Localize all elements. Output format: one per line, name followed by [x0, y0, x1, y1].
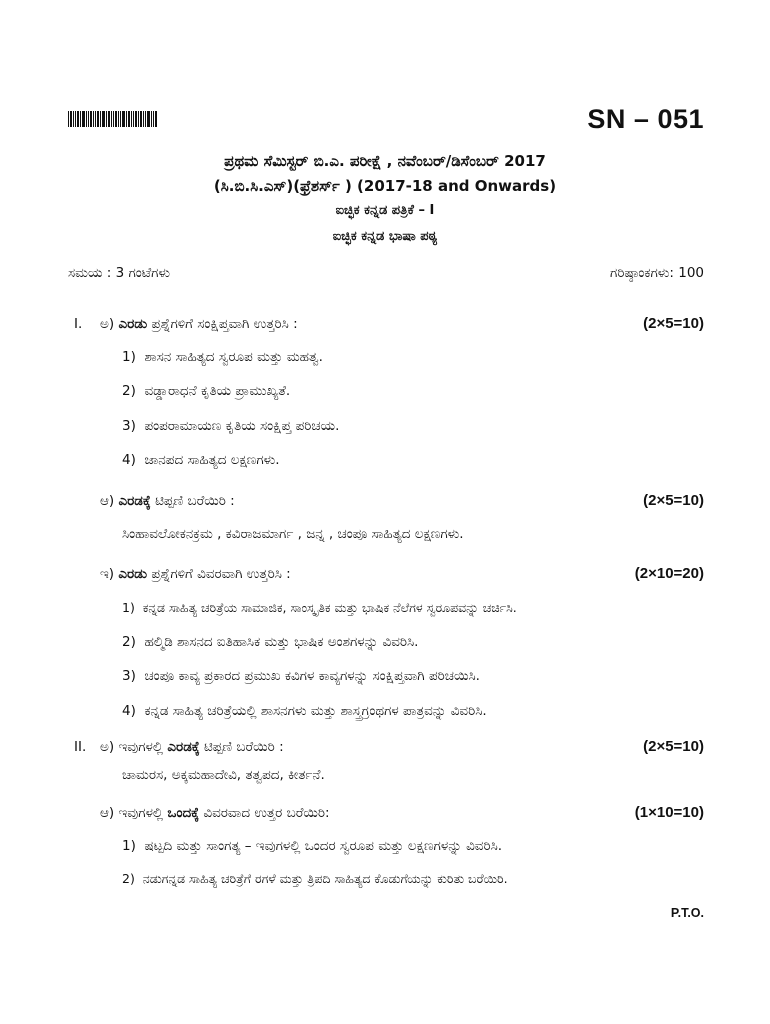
question-marks: (1×10=10) — [634, 804, 704, 821]
question-label: ಆ) — [100, 805, 115, 821]
topic-list: ಸಿಂಹಾವಲೋಕನಕ್ರಮ , ಕವಿರಾಜಮಾರ್ಗ , ಜನ್ನ , ಚಂಪೂ ಸಾಹಿತ್ಯದ ಲಕ್ಷಣಗಳು. — [122, 526, 464, 542]
exam-title: ಪ್ರಥಮ ಸೆಮಿಸ್ಟರ್ ಬಿ.ಎ. ಪರೀಕ್ಷೆ , ನವೆಂಬರ್/ಡಿಸೆಂಬರ್ 2017 — [224, 152, 546, 170]
topic-list: ಚಾಮರಸ, ಅಕ್ಕಮಹಾದೇವಿ, ತತ್ವಪದ, ಕೀರ್ತನೆ. — [122, 767, 325, 783]
section-roman: I. — [74, 316, 83, 332]
paper-title: ಐಚ್ಛಿಕ ಕನ್ನಡ ಪತ್ರಿಕೆ – I — [335, 203, 435, 218]
question-count: ಎರಡು — [118, 316, 148, 332]
list-item: 1) ಷಟ್ಪದಿ ಮತ್ತು ಸಾಂಗತ್ಯ – ಇವುಗಳಲ್ಲಿ ಒಂದರ ಸ್ವರೂಪ ಮತ್ತು ಲಕ್ಷಣಗಳನ್ನು ವಿವರಿಸಿ. — [122, 838, 503, 854]
paper-subtitle: ಐಚ್ಛಿಕ ಕನ್ನಡ ಭಾಷಾ ಪಠ್ಯ — [332, 229, 438, 244]
list-item: 1) ಶಾಸನ ಸಾಹಿತ್ಯದ ಸ್ವರೂಪ ಮತ್ತು ಮಹತ್ವ. — [122, 349, 323, 365]
list-item: 1) ಕನ್ನಡ ಸಾಹಿತ್ಯ ಚರಿತ್ರೆಯ ಸಾಮಾಜಿಕ, ಸಾಂಸ್ಕೃತಿಕ ಮತ್ತು ಭಾಷಿಕ ನೆಲೆಗಳ ಸ್ವರೂಪವನ್ನು ಚರ್ಚಿಸಿ. — [122, 600, 517, 615]
barcode — [68, 111, 164, 127]
question-heading — [100, 566, 291, 582]
question-count: ಎರಡಕ್ಕೆ — [118, 493, 151, 509]
list-item: 2) ನಡುಗನ್ನಡ ಸಾಹಿತ್ಯ ಚರಿತ್ರೆಗೆ ರಗಳೆ ಮತ್ತು ತ್ರಿಪದಿ ಸಾಹಿತ್ಯದ ಕೊಡುಗೆಯನ್ನು ಕುರಿತು ಬರೆಯಿರಿ. — [122, 871, 508, 886]
question-instruction: ಪ್ರಶ್ನೆಗಳಿಗೆ ವಿವರವಾಗಿ ಉತ್ತರಿಸಿ : — [147, 566, 291, 582]
question-prefix: ಇವುಗಳಲ್ಲಿ — [118, 739, 168, 755]
question-instruction: ಪ್ರಶ್ನೆಗಳಿಗೆ ಸಂಕ್ಷಿಪ್ತವಾಗಿ ಉತ್ತರಿಸಿ : — [147, 316, 298, 332]
exam-scheme: (ಸಿ.ಬಿ.ಸಿ.ಎಸ್)(ಫ್ರೆಶರ್ಸ್ ) (2017-18 and Onwards) — [213, 177, 557, 195]
question-heading — [100, 316, 298, 332]
question-heading — [100, 493, 235, 509]
list-item: 4) ಜಾನಪದ ಸಾಹಿತ್ಯದ ಲಕ್ಷಣಗಳು. — [122, 452, 280, 468]
question-label: ಅ) — [100, 739, 115, 755]
question-marks: (2×5=10) — [643, 738, 704, 755]
question-label: ಆ) — [100, 493, 115, 509]
question-marks: (2×5=10) — [643, 315, 704, 332]
question-count: ಎರಡಕ್ಕೆ — [167, 739, 200, 755]
section-roman: II. — [74, 739, 87, 755]
question-label: ಅ) — [100, 316, 115, 332]
question-prefix: ಇವುಗಳಲ್ಲಿ — [118, 805, 168, 821]
list-item: 2) ವಡ್ಡಾರಾಧನೆ ಕೃತಿಯ ಪ್ರಾಮುಖ್ಯತೆ. — [122, 383, 291, 399]
list-item: 4) ಕನ್ನಡ ಸಾಹಿತ್ಯ ಚರಿತ್ರೆಯಲ್ಲಿ ಶಾಸನಗಳು ಮತ್ತು ಶಾಸ್ತ್ರಗ್ರಂಥಗಳ ಪಾತ್ರವನ್ನು ವಿವರಿಸಿ. — [122, 703, 487, 719]
question-count: ಎರಡು — [118, 566, 148, 582]
question-marks: (2×10=20) — [634, 565, 704, 582]
list-item: 2) ಹಲ್ಮಿಡಿ ಶಾಸನದ ಐತಿಹಾಸಿಕ ಮತ್ತು ಭಾಷಿಕ ಅಂಶಗಳನ್ನು ವಿವರಿಸಿ. — [122, 634, 419, 650]
question-instruction: ಟಿಪ್ಪಣಿ ಬರೆಯಿರಿ : — [150, 493, 235, 509]
list-item: 3) ಪಂಪರಾಮಾಯಣ ಕೃತಿಯ ಸಂಕ್ಷಿಪ್ತ ಪರಿಚಯ. — [122, 418, 340, 434]
question-instruction: ಟಿಪ್ಪಣಿ ಬರೆಯಿರಿ : — [199, 739, 284, 755]
time-allowed: ಸಮಯ : 3 ಗಂಟೆಗಳು — [68, 265, 171, 281]
question-heading — [100, 805, 330, 821]
question-label: ಇ) — [100, 566, 115, 582]
question-count: ಒಂದಕ್ಕೆ — [167, 805, 200, 821]
page-turn-note: P.T.O. — [670, 906, 704, 920]
question-marks: (2×5=10) — [643, 492, 704, 509]
list-item: 3) ಚಂಪೂ ಕಾವ್ಯ ಪ್ರಕಾರದ ಪ್ರಮುಖ ಕವಿಗಳ ಕಾವ್ಯಗಳನ್ನು ಸಂಕ್ಷಿಪ್ತವಾಗಿ ಪರಿಚಯಿಸಿ. — [122, 668, 480, 684]
max-marks: ಗರಿಷ್ಠಾಂಕಗಳು: 100 — [610, 265, 704, 281]
question-heading — [100, 739, 284, 755]
paper-code: SN – 051 — [587, 104, 704, 134]
question-instruction: ವಿವರವಾದ ಉತ್ತರ ಬರೆಯಿರಿ: — [199, 805, 330, 821]
